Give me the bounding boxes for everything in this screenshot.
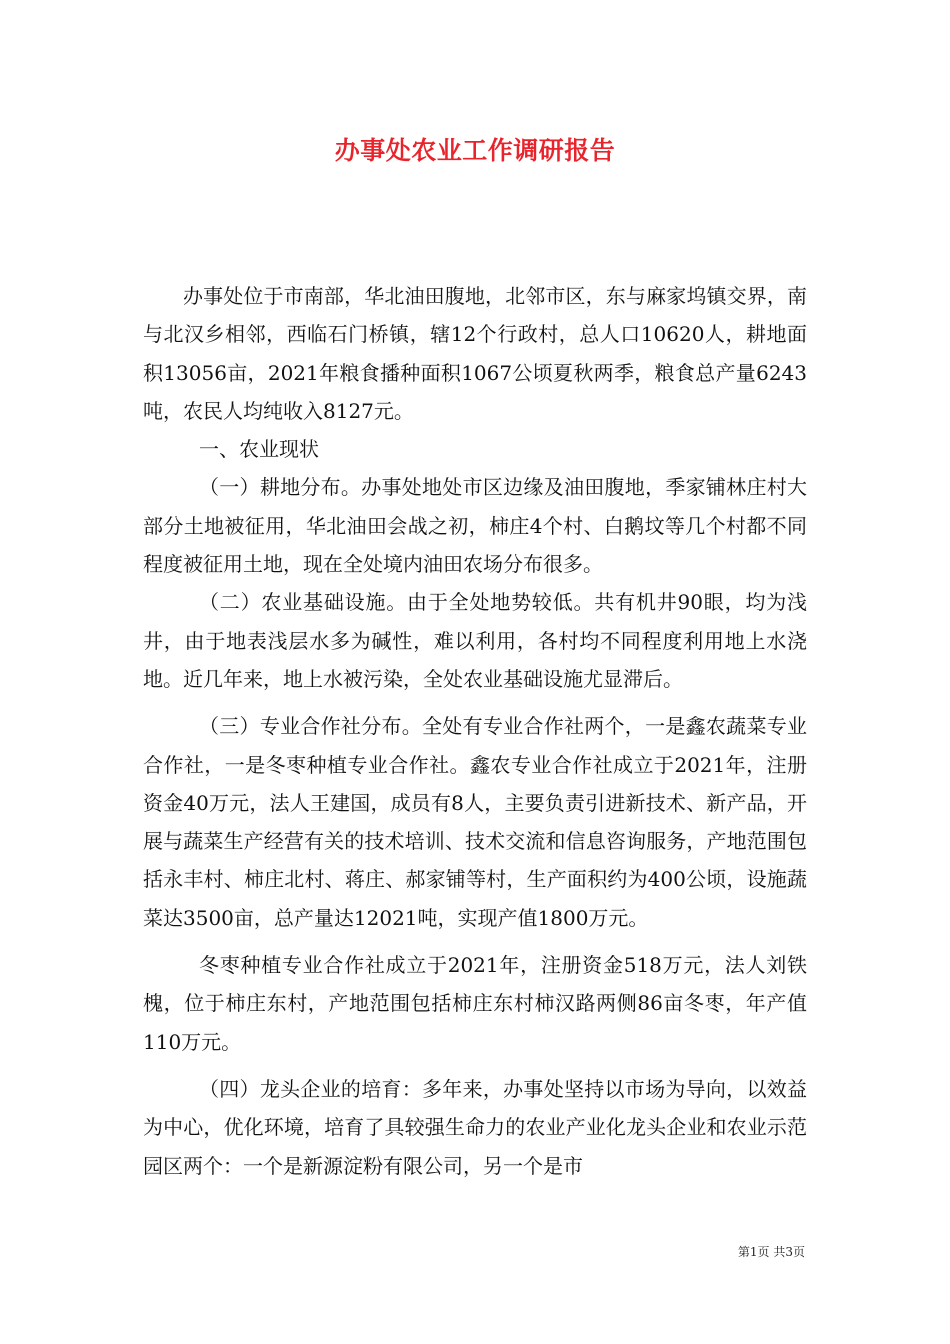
paragraph-leading-enterprises: （四）龙头企业的培育：多年来，办事处坚持以市场为导向，以效益为中心，优化环境，培育了具较强生命力的农业产业化龙头企业和农业示范园区两个：一个是新源淀粉有限公司，另一个是市: [143, 1076, 807, 1178]
paragraph-jujube-cooperative: 冬枣种植专业合作社成立于2021年，注册资金518万元，法人刘铁槐，位于柿庄东村，产地范围包括柿庄东村柿汉路两侧86亩冬枣，年产值110万元。: [143, 953, 807, 1054]
document-title: 办事处农业工作调研报告: [334, 136, 616, 165]
page-number: 第1页 共3页: [737, 1245, 805, 1259]
paragraph-intro: 办事处位于市南部，华北油田腹地，北邻市区，东与麻家坞镇交界，南与北汉乡相邻，西临石门桥镇，辖12个行政村，总人口10620人，耕地面积13056亩，2021年粮食播种面积1067公顷夏秋两季，粮食总产量6243吨，农民人均纯收入8127元。: [143, 284, 807, 423]
paragraph-infrastructure: （二）农业基础设施。由于全处地势较低。共有机井90眼，均为浅井，由于地表浅层水多为碱性，难以利用，各村均不同程度利用地上水浇地。近几年来，地上水被污染，全处农业基础设施尤显滞后。: [143, 590, 807, 691]
paragraph-cooperatives: （三）专业合作社分布。全处有专业合作社两个，一是鑫农蔬菜专业合作社，一是冬枣种植专业合作社。鑫农专业合作社成立于2021年，注册资金40万元，法人王建国，成员有8人，主要负责引进新技术、新产品，开展与蔬菜生产经营有关的技术培训、技术交流和信息咨询服务，产地范围包括永丰村、柿庄北村、蒋庄、郝家铺等村，生产面积约为400公顷，设施蔬菜达3500亩，总产量达12021吨，实现产值1800万元。: [143, 714, 807, 930]
section-heading-agriculture-status: 一、农业现状: [199, 437, 319, 462]
paragraph-farmland: （一）耕地分布。办事处地处市区边缘及油田腹地，季家铺林庄村大部分土地被征用，华北油田会战之初，柿庄4个村、白鹅坟等几个村都不同程度被征用土地，现在全处境内油田农场分布很多。: [143, 475, 807, 577]
document-body: [143, 277, 807, 1185]
